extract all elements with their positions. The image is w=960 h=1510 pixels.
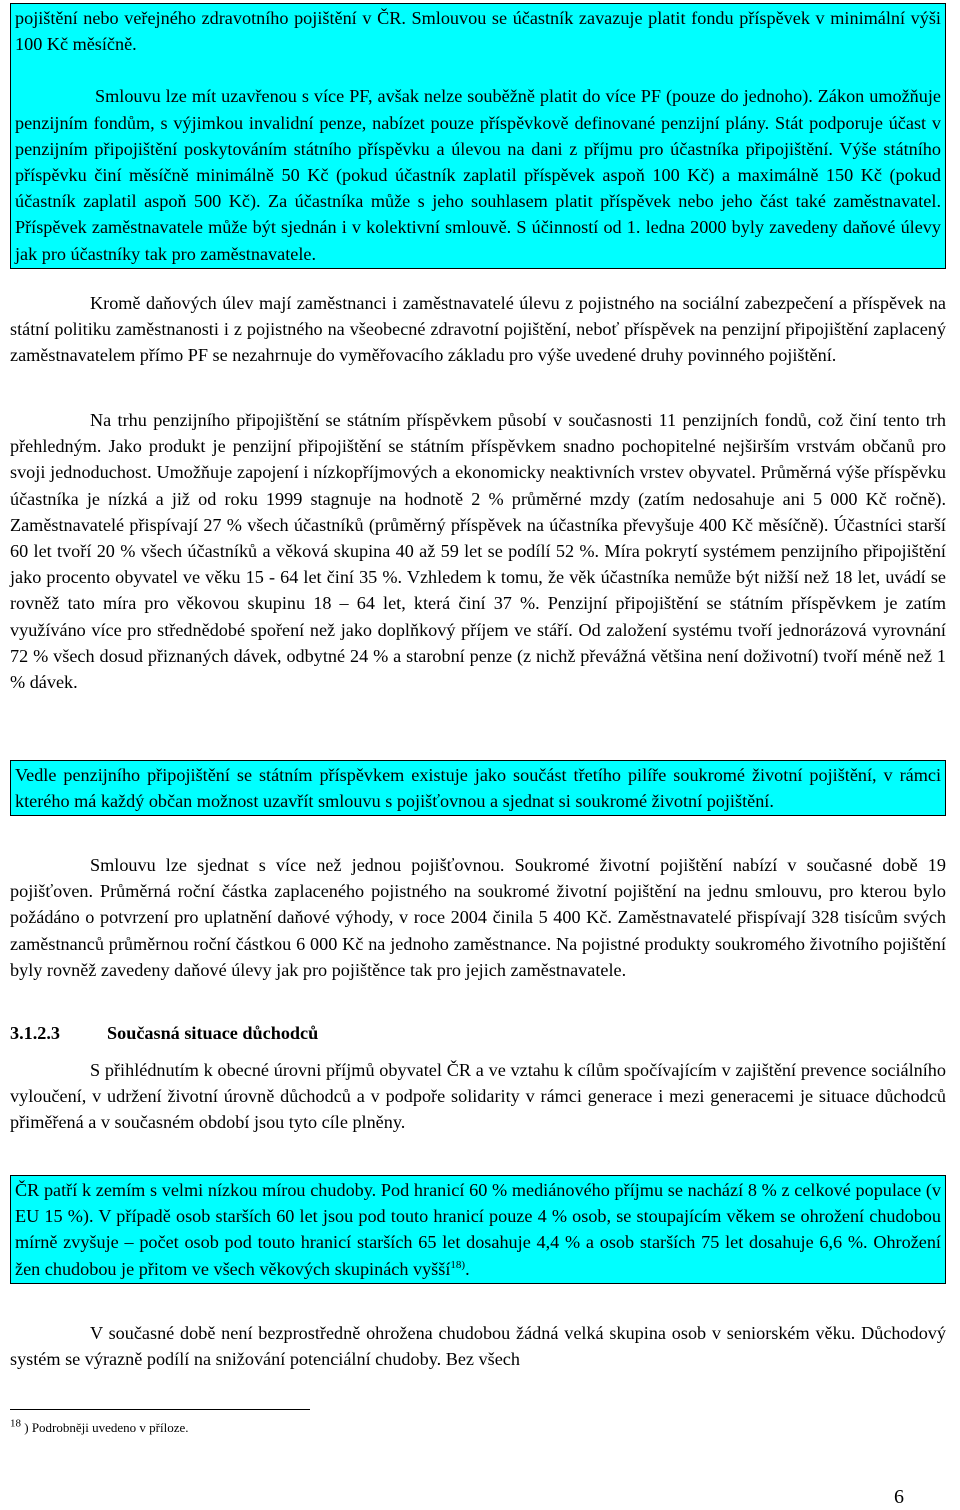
paragraph-cr-chudoba [15,1177,941,1282]
footnote-mark: 18 [10,1417,21,1430]
page-number: 6 [894,1486,904,1508]
section-number: 3.1.2.3 [10,1023,61,1043]
footnote [10,1419,189,1437]
section-heading [10,1020,318,1046]
paragraph-v-soucasne-dobe: V současné době není bezprostředně ohrožena chudobou žádná velká skupina osob v seniorském věku. Důchodový systém se výrazně podílí na snižování potenciální chudoby. Bez všech [10,1323,946,1370]
paragraph-smlouva-ucastnik: pojištění nebo veřejného zdravotního pojištění v ČR. Smlouvou se účastník zavazuje platit fondu příspěvek v minimální výši 100 Kč měsíčně. [15,8,941,55]
highlight-box-penzijni-pripojisteni [10,3,946,269]
paragraph-vedle: Vedle penzijního připojištění se státním příspěvkem existuje jako součást třetího pilíře soukromé životní pojištění, v rámci kterého má každý občan možnost uzavřít smlouvu s pojišťovnou a sjednat si soukromé životní pojištění. [15,765,941,812]
paragraph-smlouvu-pojistovna: Smlouvu lze sjednat s více než jednou pojišťovnou. Soukromé životní pojištění nabízí v současné době 19 pojišťoven. Průměrná roční částka zaplaceného pojistného na soukromé životní pojištění na jednu smlouvu, pro kterou bylo požádáno o potvrzení pro uplatnění daňové výhody, v roce 2004 činila 5 400 Kč. Zaměstnavatelé přispívají 328 tisícům svých zaměstnanců průměrnou roční částkou 6 000 Kč na jednoho zaměstnance. Na pojistné produkty soukromého životního pojištění byly rovněž zavedeny daňové úlevy jak pro pojištěnce tak pro jejich zaměstnavatele. [10,855,946,980]
paragraph-s-prihlednutim: S přihlédnutím k obecné úrovni příjmů obyvatel ČR a ve vztahu k cílům spočívajícím v zajištění prevence sociálního vyloučení, v udržení životní úrovně důchodců a v podpoře solidarity v rámci generace i mezi generacemi je situace důchodců přiměřená a v současném období jsou tyto cíle plněny. [10,1060,946,1133]
cr-chudoba-end: . [465,1258,470,1279]
highlight-box-cr-chudoba [10,1175,946,1284]
footnote-separator [10,1409,310,1410]
highlight-box-vedle [10,760,946,816]
paragraph-smlouvu-pf: Smlouvu lze mít uzavřenou s více PF, avšak nelze souběžně platit do více PF (pouze do jednoho). Zákon umožňuje penzijním fondům, s výjimkou invalidní penze, nabízet pouze příspěvkově definované penzijní plány. Stát podporuje účast v penzijním připojištění poskytováním státního příspěvku a úlevou na dani z příjmu pro účastníka připojištění. Výše státního příspěvku činí měsíčně minimálně 50 Kč (pokud účastník zaplatil příspěvek aspoň 100 Kč) a maximálně 150 Kč (pokud účastník zaplatil aspoň 500 Kč). Za účastníka může s jeho souhlasem platit příspěvek nebo jeho část také zaměstnavatel. Příspěvek zaměstnavatele může být sjednán i v kolektivní smlouvě. S účinností od 1. ledna 2000 byly zavedeny daňové úlevy jak pro účastníky tak pro zaměstnavatele. [15,86,941,264]
footnote-text: ) Podrobněji uvedeno v příloze. [21,1420,189,1435]
paragraph-na-trhu: Na trhu penzijního připojištění se státním příspěvkem působí v současnosti 11 penzijních fondů, což činí tento trh přehledným. Jako produkt je penzijní připojištění se státním příspěvkem snadno pochopitelné nejširším vrstvám občanů pro svoji jednoduchost. Umožňuje zapojení i nízkopříjmových a ekonomicky neaktivních vrstev obyvatel. Průměrná výše příspěvku účastníka je nízká a již od roku 1999 stagnuje na hodnotě 2 % průměrné mzdy (zatím nedosahuje ani 5 000 Kč ročně). Zaměstnavatelé přispívají 27 % všech účastníků (průměrný příspěvek na účastníka převyšuje 400 Kč měsíčně). Účastníci starší 60 let tvoří 20 % všech účastníků a věková skupina 40 až 59 let se podílí 52 %. Míra pokrytí systémem penzijního připojištění jako procento obyvatel ve věku 15 - 64 let činí 35 %. Vzhledem k tomu, že věk účastníka nemůže být nižší než 18 let, uvádí se rovněž tato míra pro věkovou skupinu 18 – 64 let, která činí 37 %. Penzijní připojištění se státním příspěvkem je zatím využíváno více pro střednědobé spoření než jako doplňkový příjem ve stáří. Od založení systému tvoří jednorázová vyrovnání 72 % všech dosud přiznaných dávek, odbytné 24 % a starobní penze (z nichž převážná většina není doživotní) tvoří méně než 1 % dávek. [10,410,946,693]
section-title: Současná situace důchodců [107,1023,319,1043]
footnote-reference: 18) [450,1258,466,1271]
cr-chudoba-text: ČR patří k zemím s velmi nízkou mírou chudoby. Pod hranicí 60 % mediánového příjmu se nachází 8 % z celkové populace (v EU 15 %). V případě osob starších 60 let jsou pod touto hranicí pouze 4 % osob, se stoupajícím věkem se ohrožení chudobou mírně zvyšuje – počet osob pod touto hranicí starších 65 let dosahuje 4,4 % a osob starších 75 let dosahuje 6,6 %. Ohrožení žen chudobou je přitom ve všech věkových skupinách vyšší [15,1180,941,1279]
paragraph-krome-danovych-uleve: Kromě daňových úlev mají zaměstnanci i zaměstnavatelé úlevu z pojistného na sociální zabezpečení a příspěvek na státní politiku zaměstnanosti i z pojistného na všeobecné zdravotní pojištění, neboť příspěvek na penzijní připojištění zaplacený zaměstnavatelem přímo PF se nezahrnuje do vyměřovacího základu pro výše uvedené druhy povinného pojištění. [10,293,946,366]
